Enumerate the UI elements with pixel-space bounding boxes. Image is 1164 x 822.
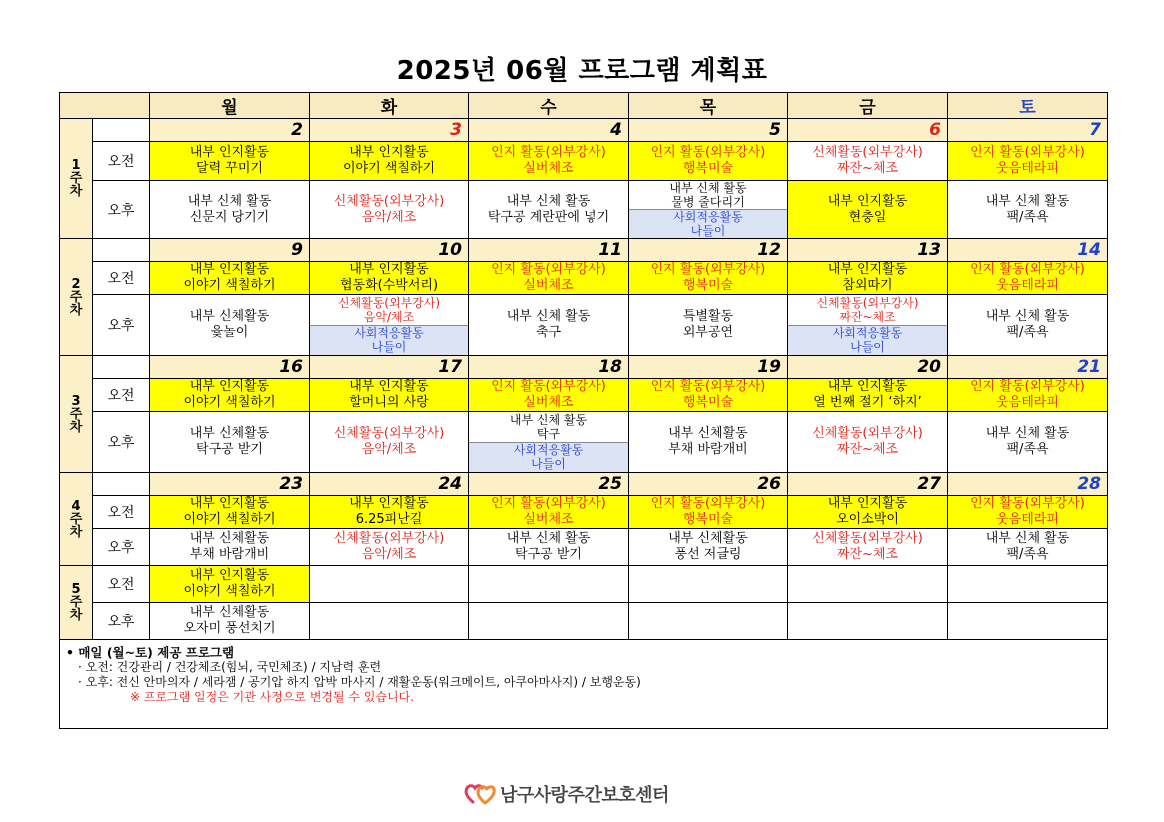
activity-cell-w1-pm-mon (150, 181, 310, 239)
org-name: 남구사랑주간보호센터 (500, 785, 669, 806)
period-row-pm (60, 412, 1108, 473)
activity-cell-w3-pm-wed (469, 412, 629, 473)
activity-line: 짜잔~체조 (836, 547, 899, 562)
activity-cell-w5-am-wed (469, 566, 629, 603)
activity-line: 오이소박이 (836, 512, 899, 527)
activity-line: 신체활동(외부강사) (333, 531, 445, 546)
date-row-spacer (93, 356, 150, 379)
activity-line: 탁구 (536, 426, 561, 441)
activity-line: 내부 신체활동 (668, 426, 748, 441)
activity-line: 내부 인지활동 (349, 496, 429, 511)
notes-warning: ※ 프로그램 일정은 기관 사정으로 변경될 수 있습니다. (130, 690, 415, 704)
activity-cell-w3-pm-thu (629, 412, 788, 473)
period-label-am: 오전 (93, 262, 150, 295)
date-row (60, 473, 1108, 496)
date-cell-tue: 3 (310, 119, 469, 142)
period-label-pm: 오후 (93, 603, 150, 640)
date-cell-mon: 9 (150, 239, 310, 262)
date-cell-tue: 10 (310, 239, 469, 262)
outing-sub-cell (788, 325, 947, 356)
activity-line: 팩/족욕 (1006, 547, 1049, 562)
week-label-char: 1 (71, 158, 81, 173)
date-row-spacer (93, 119, 150, 142)
activity-line: 내부 신체 활동 (509, 412, 588, 427)
activity-line: 참외따기 (842, 278, 893, 293)
activity-line: 내부 신체 활동 (985, 193, 1070, 209)
activity-cell-w4-am-thu (629, 496, 788, 529)
activity-line: 내부 인지활동 (189, 145, 270, 160)
activity-line: 실버체조 (523, 278, 574, 293)
activity-line: 내부 인지활동 (189, 568, 270, 583)
activity-line: 내부 인지활동 (827, 496, 908, 511)
week-label-char: 주 (69, 595, 83, 610)
activity-line: 인지 활동(외부강사) (491, 262, 606, 277)
activity-line: 팩/족욕 (1006, 442, 1049, 457)
activity-line: 실버체조 (523, 395, 574, 410)
activity-line: 인지 활동(외부강사) (970, 145, 1085, 160)
notes-pm: · 오후: 전신 안마의자 / 세라잼 / 공기압 하지 압박 마사지 / 재활운동(워크메이트, 아쿠아마사지) / 보행운동) (78, 675, 641, 689)
activity-cell-w4-am-mon (150, 496, 310, 529)
period-label-pm: 오후 (93, 412, 150, 473)
period-label-am: 오전 (93, 496, 150, 529)
activity-line: 행복미술 (682, 395, 734, 410)
activity-line: 웃음테라피 (996, 395, 1059, 410)
activity-line: 웃음테라피 (996, 512, 1059, 527)
date-cell-sat: 28 (948, 473, 1108, 496)
activity-line: 팩/족욕 (1006, 209, 1049, 225)
week-label-4 (60, 473, 93, 566)
outing-line: 사회적응활동 (673, 210, 743, 224)
activity-line: 이야기 색칠하기 (183, 278, 276, 293)
activity-cell-w1-am-tue (310, 142, 469, 181)
activity-line: 이야기 색칠하기 (342, 161, 436, 176)
period-row-am (60, 379, 1108, 412)
date-cell-thu: 5 (629, 119, 788, 142)
activity-line: 신체활동(외부강사) (812, 145, 923, 160)
outing-line: 나들이 (531, 457, 566, 472)
activity-line: 인지 활동(외부강사) (491, 145, 606, 160)
activity-line: 짜잔~체조 (839, 309, 896, 324)
period-row-am (60, 262, 1108, 295)
date-cell-sat: 21 (948, 356, 1108, 379)
activity-cell-w3-am-fri (788, 379, 948, 412)
date-cell-wed: 4 (469, 119, 629, 142)
activity-cell-w2-am-thu (629, 262, 788, 295)
date-row-spacer (93, 239, 150, 262)
notes-am: · 오전: 건강관리 / 건강체조(힘뇌, 국민체조) / 지남력 훈련 (78, 660, 382, 674)
activity-cell-w2-pm-wed (469, 295, 629, 356)
date-cell-fri: 20 (788, 356, 948, 379)
activity-line: 내부 신체 활동 (506, 531, 591, 546)
activity-cell-w5-am-mon (150, 566, 310, 603)
activity-line: 내부 신체 활동 (187, 193, 272, 209)
activity-cell-w2-pm-thu (629, 295, 788, 356)
activity-line: 음악/체조 (363, 309, 415, 324)
date-cell-fri: 6 (788, 119, 948, 142)
period-row-am (60, 496, 1108, 529)
activity-cell-w2-am-fri (788, 262, 948, 295)
activity-cell-w1-pm-tue (310, 181, 469, 239)
activity-line: 신체활동(외부강사) (812, 531, 923, 546)
activity-cell-w4-pm-mon (150, 529, 310, 566)
activity-line: 내부 인지활동 (189, 379, 270, 394)
week-label-3 (60, 356, 93, 473)
activity-line: 신체활동(외부강사) (333, 193, 445, 209)
activity-cell-w4-pm-tue (310, 529, 469, 566)
week-label-char: 주 (69, 289, 83, 305)
week-label-char: 2 (71, 276, 81, 292)
activity-line: 내부 인지활동 (189, 262, 270, 277)
activity-line: 할머니의 사랑 (349, 395, 429, 410)
day-header-tue: 화 (310, 93, 469, 119)
activity-line: 인지 활동(외부강사) (650, 496, 766, 511)
period-label-pm: 오후 (93, 181, 150, 239)
activity-cell-w3-am-thu (629, 379, 788, 412)
activity-line: 내부 신체활동 (668, 531, 748, 546)
activity-line: 신체활동(외부강사) (337, 295, 441, 310)
activity-line: 내부 신체활동 (189, 605, 270, 620)
activity-line: 신체활동(외부강사) (812, 426, 923, 441)
activity-line: 부채 바람개비 (668, 442, 748, 457)
activity-cell-w5-pm-fri (788, 603, 948, 640)
activity-cell-w4-am-sat (948, 496, 1108, 529)
day-header-row (60, 93, 1108, 119)
outing-sub-cell (310, 325, 468, 356)
activity-line: 신체활동(외부강사) (816, 295, 919, 310)
activity-line: 탁구공 받기 (196, 442, 263, 457)
week-label-char: 주 (69, 511, 83, 527)
day-header-thu: 목 (629, 93, 788, 119)
activity-line: 윷놀이 (210, 325, 249, 340)
day-header-wed: 수 (469, 93, 629, 119)
activity-cell-w1-pm-wed (469, 181, 629, 239)
week-label-2 (60, 239, 93, 356)
week-label-char: 차 (69, 302, 83, 318)
activity-line: 인지 활동(외부강사) (970, 262, 1085, 277)
period-label-am: 오전 (93, 379, 150, 412)
activity-cell-w3-pm-sat (948, 412, 1108, 473)
date-cell-wed: 18 (469, 356, 629, 379)
outing-line: 나들이 (850, 340, 885, 355)
activity-cell-w2-pm-tue (310, 295, 469, 356)
activity-cell-w5-pm-thu (629, 603, 788, 640)
outing-line: 나들이 (371, 340, 407, 355)
date-cell-thu: 26 (629, 473, 788, 496)
activity-line: 신문지 당기기 (189, 209, 270, 225)
activity-cell-w2-am-sat (948, 262, 1108, 295)
activity-cell-w1-am-thu (629, 142, 788, 181)
week-label-char: 3 (71, 393, 81, 409)
activity-cell-w3-pm-tue (310, 412, 469, 473)
date-cell-sat: 7 (948, 119, 1108, 142)
activity-line: 탁구공 계란판에 넣기 (487, 209, 610, 225)
activity-line: 웃음테라피 (996, 278, 1059, 293)
date-cell-tue: 17 (310, 356, 469, 379)
week-label-char: 4 (71, 498, 81, 514)
outing-line: 나들이 (690, 224, 726, 238)
period-label-pm: 오후 (93, 295, 150, 356)
notes-box (60, 640, 1108, 729)
schedule-table (59, 92, 1108, 729)
activity-line: 내부 신체활동 (189, 531, 270, 546)
activity-cell-w2-pm-sat (948, 295, 1108, 356)
activity-line: 이야기 색칠하기 (183, 395, 276, 410)
activity-cell-w1-am-fri (788, 142, 948, 181)
activity-line: 인지 활동(외부강사) (650, 379, 766, 394)
activity-line: 신체활동(외부강사) (333, 426, 445, 441)
activity-cell-w3-am-mon (150, 379, 310, 412)
activity-line: 탁구공 받기 (515, 547, 582, 562)
day-header-mon: 월 (150, 93, 310, 119)
activity-line: 오자미 풍선치기 (183, 621, 276, 636)
activity-line: 인지 활동(외부강사) (650, 145, 766, 160)
activity-line: 내부 신체 활동 (985, 426, 1070, 441)
activity-line: 부채 바람개비 (189, 547, 270, 562)
activity-line: 협동화(수박서리) (339, 278, 439, 293)
activity-line: 열 번째 절기 ‘하지’ (813, 395, 922, 410)
activity-cell-w2-am-mon (150, 262, 310, 295)
activity-line: 내부 인지활동 (349, 145, 429, 160)
activity-line: 행복미술 (682, 512, 734, 527)
week-label-1 (60, 119, 93, 239)
activity-cell-w5-pm-wed (469, 603, 629, 640)
activity-cell-w1-am-wed (469, 142, 629, 181)
activity-cell-w5-am-tue (310, 566, 469, 603)
week-label-char: 차 (69, 608, 83, 623)
activity-line: 내부 신체활동 (189, 426, 270, 441)
outing-sub-cell (629, 209, 787, 238)
activity-cell-w4-pm-thu (629, 529, 788, 566)
activity-line: 특별활동 (682, 309, 734, 324)
date-cell-mon: 16 (150, 356, 310, 379)
activity-cell-w3-pm-fri (788, 412, 948, 473)
activity-line: 물병 줄다리기 (671, 195, 745, 209)
activity-cell-w4-pm-fri (788, 529, 948, 566)
activity-line: 내부 인지활동 (189, 496, 270, 511)
activity-line: 내부 인지활동 (349, 379, 429, 394)
activity-line: 음악/체조 (361, 442, 417, 457)
activity-line: 축구 (535, 325, 562, 340)
outing-line: 사회적응활동 (832, 326, 903, 341)
activity-cell-w3-am-tue (310, 379, 469, 412)
date-row (60, 356, 1108, 379)
period-label-am: 오전 (93, 142, 150, 181)
activity-line: 내부 신체 활동 (506, 193, 591, 209)
date-cell-thu: 12 (629, 239, 788, 262)
period-label-pm: 오후 (93, 529, 150, 566)
date-cell-tue: 24 (310, 473, 469, 496)
activity-line: 현충일 (848, 209, 887, 225)
notes-heading: • 매일 (월~토) 제공 프로그램 (66, 645, 235, 660)
date-cell-fri: 13 (788, 239, 948, 262)
activity-line: 짜잔~체조 (836, 161, 899, 176)
activity-line: 인지 활동(외부강사) (650, 262, 766, 277)
activity-cell-w5-pm-sat (948, 603, 1108, 640)
activity-line: 행복미술 (682, 278, 734, 293)
period-row-pm (60, 529, 1108, 566)
period-label-am: 오전 (93, 566, 150, 603)
footer-logo (464, 781, 669, 807)
activity-cell-w5-pm-mon (150, 603, 310, 640)
double-heart-logo-icon (464, 782, 496, 806)
activity-line: 내부 인지활동 (827, 193, 908, 209)
activity-line: 이야기 색칠하기 (183, 584, 276, 599)
date-row (60, 239, 1108, 262)
week-label-char: 주 (69, 171, 83, 186)
activity-line: 팩/족욕 (1006, 325, 1049, 340)
activity-cell-w4-am-fri (788, 496, 948, 529)
outing-line: 사회적응활동 (513, 443, 584, 458)
date-row-spacer (93, 473, 150, 496)
date-cell-wed: 11 (469, 239, 629, 262)
activity-line: 실버체조 (523, 512, 574, 527)
week-label-char: 차 (69, 419, 83, 435)
activity-line: 내부 인지활동 (349, 262, 429, 277)
date-row (60, 119, 1108, 142)
activity-line: 음악/체조 (361, 547, 417, 562)
activity-line: 내부 신체활동 (189, 309, 270, 324)
activity-line: 인지 활동(외부강사) (970, 496, 1085, 511)
activity-line: 내부 신체 활동 (669, 181, 747, 195)
period-row-am (60, 566, 1108, 603)
week-label-char: 5 (71, 582, 81, 597)
date-cell-thu: 19 (629, 356, 788, 379)
period-row-pm (60, 181, 1108, 239)
activity-cell-w2-am-wed (469, 262, 629, 295)
day-header-fri: 금 (788, 93, 948, 119)
activity-line: 내부 신체 활동 (506, 309, 591, 324)
date-cell-sat: 14 (948, 239, 1108, 262)
activity-cell-w3-pm-mon (150, 412, 310, 473)
week-label-5 (60, 566, 93, 640)
activity-line: 이야기 색칠하기 (183, 512, 276, 527)
date-cell-mon: 2 (150, 119, 310, 142)
day-header-sat: 토 (948, 93, 1108, 119)
activity-line: 내부 인지활동 (827, 262, 908, 277)
week-label-char: 차 (69, 524, 83, 540)
date-cell-mon: 23 (150, 473, 310, 496)
date-cell-wed: 25 (469, 473, 629, 496)
activity-line: 인지 활동(외부강사) (491, 379, 606, 394)
date-cell-fri: 27 (788, 473, 948, 496)
activity-line: 내부 인지활동 (827, 379, 908, 394)
page-title: 2025년 06월 프로그램 계획표 (396, 56, 768, 86)
activity-cell-w5-am-thu (629, 566, 788, 603)
outing-line: 사회적응활동 (354, 326, 424, 341)
week-label-char: 차 (69, 184, 83, 199)
activity-cell-w4-am-wed (469, 496, 629, 529)
activity-cell-w1-pm-fri (788, 181, 948, 239)
week-label-char: 주 (69, 406, 83, 422)
activity-cell-w4-pm-sat (948, 529, 1108, 566)
activity-cell-w5-pm-tue (310, 603, 469, 640)
activity-line: 풍선 저글링 (674, 547, 742, 562)
activity-cell-w1-am-sat (948, 142, 1108, 181)
activity-cell-w5-am-sat (948, 566, 1108, 603)
activity-line: 웃음테라피 (996, 161, 1059, 176)
period-row-am (60, 142, 1108, 181)
activity-line: 짜잔~체조 (836, 442, 899, 457)
activity-cell-w2-pm-mon (150, 295, 310, 356)
activity-cell-w1-pm-sat (948, 181, 1108, 239)
activity-cell-w4-am-tue (310, 496, 469, 529)
activity-cell-w1-pm-thu (629, 181, 788, 239)
activity-line: 실버체조 (523, 161, 574, 176)
activity-cell-w3-am-wed (469, 379, 629, 412)
activity-cell-w2-am-tue (310, 262, 469, 295)
activity-line: 6.25피난길 (355, 512, 423, 527)
activity-cell-w5-am-fri (788, 566, 948, 603)
activity-line: 달력 꾸미기 (196, 161, 263, 176)
activity-line: 행복미술 (682, 161, 734, 176)
activity-line: 인지 활동(외부강사) (491, 496, 606, 511)
activity-line: 내부 신체 활동 (985, 309, 1070, 324)
outing-sub-cell (469, 442, 628, 473)
activity-cell-w4-pm-wed (469, 529, 629, 566)
activity-line: 음악/체조 (361, 209, 417, 225)
period-row-pm (60, 295, 1108, 356)
corner-cell (60, 93, 150, 119)
period-row-pm (60, 603, 1108, 640)
activity-line: 외부공연 (682, 325, 734, 340)
activity-line: 내부 신체 활동 (985, 531, 1070, 546)
activity-cell-w1-am-mon (150, 142, 310, 181)
activity-line: 인지 활동(외부강사) (970, 379, 1085, 394)
activity-cell-w3-am-sat (948, 379, 1108, 412)
activity-cell-w2-pm-fri (788, 295, 948, 356)
